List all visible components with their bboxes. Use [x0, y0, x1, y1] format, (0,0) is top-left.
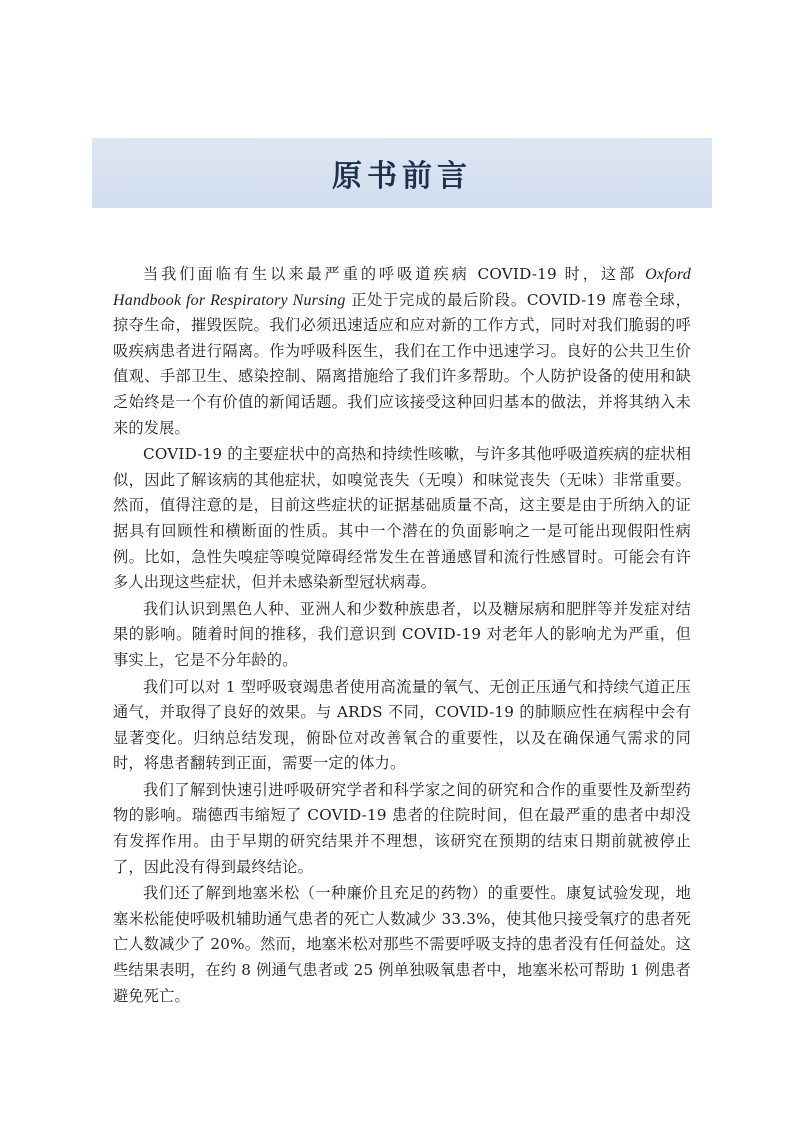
title-banner [92, 138, 712, 208]
preface-body [113, 262, 691, 1009]
page-title: 原书前言 [332, 159, 472, 194]
paragraph-5: 我们了解到快速引进呼吸研究学者和科学家之间的研究和合作的重要性及新型药物的影响。瑞德西韦缩短了 COVID-19 患者的住院时间，但在最严重的患者中却没有发挥作用。由于早期的研究结果并不理想，该研究在预期的结束日期前就被停止了，因此没有得到最终结论。 [113, 780, 691, 876]
paragraph-1-text-b: 正处于完成的最后阶段。COVID-19 席卷全球，掠夺生命，摧毁医院。我们必须迅速适应和应对新的工作方式，同时对我们脆弱的呼吸疾病患者进行隔离。作为呼吸科医生，我们在工作中迅速学习。良好的公共卫生价值观、手部卫生、感染控制、隔离措施给了我们许多帮助。个人防护设备的使用和缺乏始终是一个有价值的新闻话题。我们应该接受这种回归基本的做法，并将其纳入未来的发展。 [113, 290, 691, 437]
paragraph-1-text-a: 当我们面临有生以来最严重的呼吸道疾病 COVID-19 时，这部 [143, 265, 646, 283]
paragraph-2: COVID-19 的主要症状中的高热和持续性咳嗽，与许多其他呼吸道疾病的症状相似，因此了解该病的其他症状，如嗅觉丧失（无嗅）和味觉丧失（无味）非常重要。然而，值得注意的是，目前这些症状的证据基础质量不高，这主要是由于所纳入的证据具有回顾性和横断面的性质。其中一个潜在的负面影响之一是可能出现假阳性病例。比如，急性失嗅症等嗅觉障碍经常发生在普通感冒和流行性感冒时。可能会有许多人出现这些症状，但并未感染新型冠状病毒。 [113, 445, 691, 592]
paragraph-3: 我们认识到黑色人种、亚洲人和少数种族患者，以及糖尿病和肥胖等并发症对结果的影响。随着时间的推移，我们意识到 COVID-19 对老年人的影响尤为严重，但事实上，它是不分年龄的。 [113, 599, 691, 669]
book-title: Oxford Handbook for Respiratory Nursing [113, 266, 691, 309]
paragraph-4: 我们可以对 1 型呼吸衰竭患者使用高流量的氧气、无创正压通气和持续气道正压通气，并取得了良好的效果。与 ARDS 不同，COVID-19 的肺顺应性在病程中会有显著变化。归纳总结发现，俯卧位对改善氧合的重要性，以及在确保通气需求的同时，将患者翻转到正面，需要一定的体力。 [113, 677, 691, 773]
paragraph-1 [113, 262, 691, 441]
paragraph-6: 我们还了解到地塞米松（一种廉价且充足的药物）的重要性。康复试验发现，地塞米松能使呼吸机辅助通气患者的死亡人数减少 33.3%，使其他只接受氧疗的患者死亡人数减少了 20%。然而，地塞米松对那些不需要呼吸支持的患者没有任何益处。这些结果表明，在约 8 例通气患者或 25 例单独吸氧患者中，地塞米松可帮助 1 例患者避免死亡。 [113, 884, 691, 1005]
